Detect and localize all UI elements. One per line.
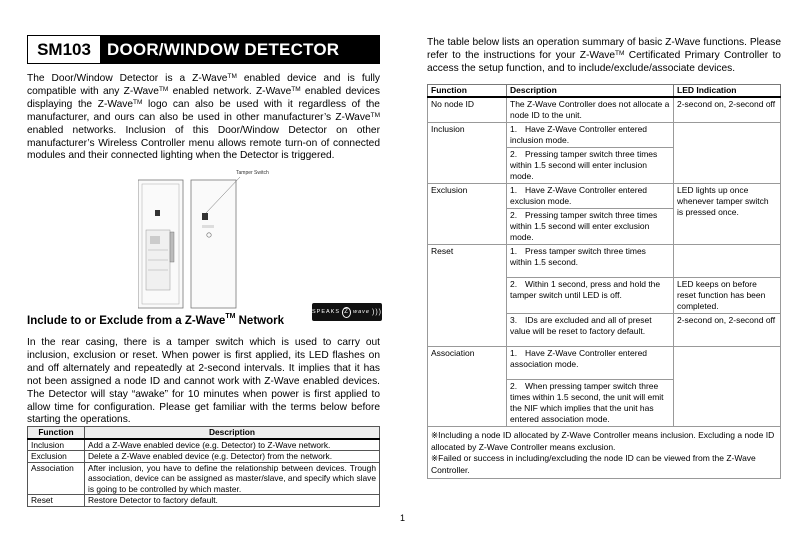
operations-table [427, 84, 781, 479]
page-number: 1 [400, 513, 406, 523]
table-row: No node ID The Z-Wave Controller does not allocate a node ID to the unit. 2-second on, 2-second off [428, 97, 781, 123]
col-header-description: Description [507, 85, 674, 98]
table-row: Association After inclusion, you have to define the relationship between devices. Trough association, device can be assigned as master/slave, and specify which slave is going to be controlled by which master. [28, 462, 380, 495]
note-2: ※Failed or success in including/excluding the node ID can be viewed from the Z-Wave Controller. [431, 453, 756, 475]
table-row: 3. IDs are excluded and all of preset value will be reset to factory default. 2-second on, 2-second off [428, 314, 781, 347]
detector-illustration [138, 170, 303, 310]
table-row: Exclusion Delete a Z-Wave enabled device (e.g. Detector) from the network. [28, 451, 380, 463]
terms-table [27, 426, 380, 507]
notes-row [428, 427, 781, 479]
section-heading: Include to or Exclude from a Z-Wave™ Network [27, 313, 284, 327]
page-title: DOOR/WINDOW DETECTOR [101, 36, 379, 63]
right-intro-paragraph: The table below lists an operation summary of basic Z-Wave functions. Please refer to the instructions for your Z-Wave™ Certificated Primary Controller to access the setup function, and to include/exclude/associate devices. [427, 37, 781, 74]
table-row: 2. Pressing tamper switch three times within 1.5 second will enter exclusion mode. [428, 209, 781, 245]
table-row: 2. When pressing tamper switch three times within 1.5 second, the unit will emit the NIF which implies that the unit has entered association mode. [428, 380, 781, 427]
col-header-led: LED Indication [674, 85, 781, 98]
table-row: 2. Pressing tamper switch three times within 1.5 second will enter inclusion mode. [428, 148, 781, 184]
model-code: SM103 [28, 36, 101, 63]
body-paragraph: In the rear casing, there is a tamper switch which is used to carry out inclusion, exclusion or reset. When power is first applied, its LED flashes on and off alternately and repeatedly at 2-second intervals. It implies that it has not been assigned a node ID and cannot work with Z-Wave enabled devices. The Detector will stay “awake” for 10 minutes when power is first applied to allow time for configuration. Please get familiar with the terms below before starting the operations. [27, 337, 380, 426]
intro-paragraph: The Door/Window Detector is a Z-Wave™ enabled device and is fully compatible with any Z-Wave™ enabled network. Z-Wave™ enabled devices displaying the Z-Wave™ logo can also be used with it regardless of the manufacturer, and ours can also be used in other manufacturer’s Z-Wave™ enabled networks. Inclusion of this Door/Window Detector on other manufacturer’s Wireless Controller menu allows remote turn-on of connected modules and their connected lighting when the Detector is triggered. [27, 73, 381, 162]
table-row: 2. Within 1 second, press and hold the tamper switch until LED is off. LED keeps on before reset function has been completed. [428, 278, 781, 314]
col-header-function: Function [428, 85, 507, 98]
col-header-function: Function [28, 427, 85, 439]
note-1: ※Including a node ID allocated by Z-Wave Controller means inclusion. Excluding a node ID allocated by Z-Wave Controller means exclusion. [431, 430, 775, 452]
tamper-switch-label: Tamper Switch [236, 170, 269, 176]
col-header-description: Description [85, 427, 380, 439]
table-row: Association 1. Have Z-Wave Controller entered association mode. [428, 347, 781, 380]
table-row: Inclusion Add a Z-Wave enabled device (e.g. Detector) to Z-Wave network. [28, 439, 380, 451]
device-figure [138, 170, 303, 310]
zwave-logo: SPEAKS Z wave ))) [312, 303, 382, 321]
table-row: Reset Restore Detector to factory default. [28, 495, 380, 507]
table-row: Inclusion 1. Have Z-Wave Controller entered inclusion mode. [428, 123, 781, 148]
table-row: Reset 1. Press tamper switch three times within 1.5 second. [428, 245, 781, 278]
title-bar [27, 35, 380, 64]
table-row: Exclusion 1. Have Z-Wave Controller entered exclusion mode. LED lights up once whenever tamper switch is pressed once. [428, 184, 781, 209]
